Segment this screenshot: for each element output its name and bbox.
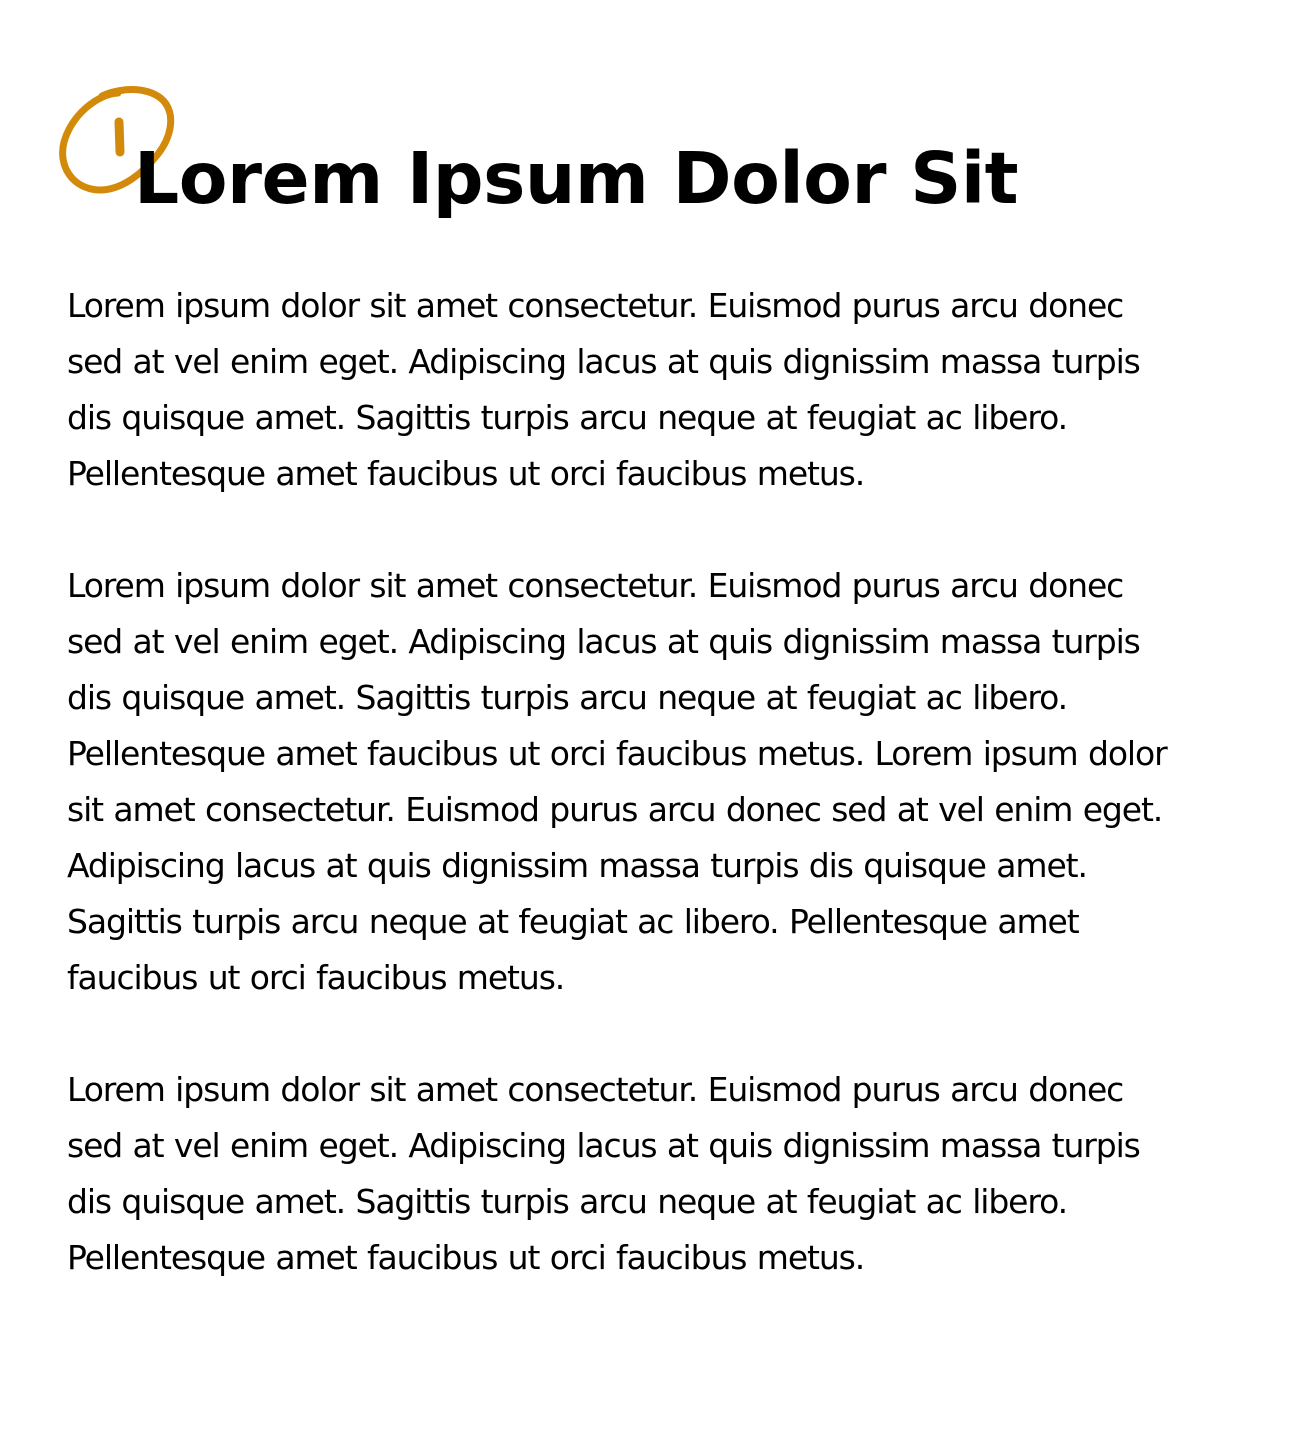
numeral-one-stroke	[119, 122, 120, 152]
paragraph-1: Lorem ipsum dolor sit amet consectetur. Euismod purus arcu donec sed at vel enim eget. Adipiscing lacus at quis dignissim massa turpis dis quisque amet. Sagittis turpis arcu neque at feugiat ac libero. Pellentesque amet faucibus ut orci faucibus metus.	[67, 286, 1140, 493]
page-title: Lorem Ipsum Dolor Sit	[134, 137, 1019, 220]
body-text	[67, 278, 1167, 1342]
paragraph-2: Lorem ipsum dolor sit amet consectetur. Euismod purus arcu donec sed at vel enim eget. Adipiscing lacus at quis dignissim massa turpis dis quisque amet. Sagittis turpis arcu neque at feugiat ac libero. Pellentesque amet faucibus ut orci faucibus metus. Lorem ipsum dolor sit amet consectetur. Euismod purus arcu donec sed at vel enim eget. Adipiscing lacus at quis dignissim massa turpis dis quisque amet. Sagittis turpis arcu neque at feugiat ac libero. Pellentesque amet faucibus ut orci faucibus metus.	[67, 566, 1167, 997]
paragraph-3: Lorem ipsum dolor sit amet consectetur. Euismod purus arcu donec sed at vel enim eget. Adipiscing lacus at quis dignissim massa turpis dis quisque amet. Sagittis turpis arcu neque at feugiat ac libero. Pellentesque amet faucibus ut orci faucibus metus.	[67, 1070, 1140, 1277]
heading-section	[58, 84, 1238, 234]
